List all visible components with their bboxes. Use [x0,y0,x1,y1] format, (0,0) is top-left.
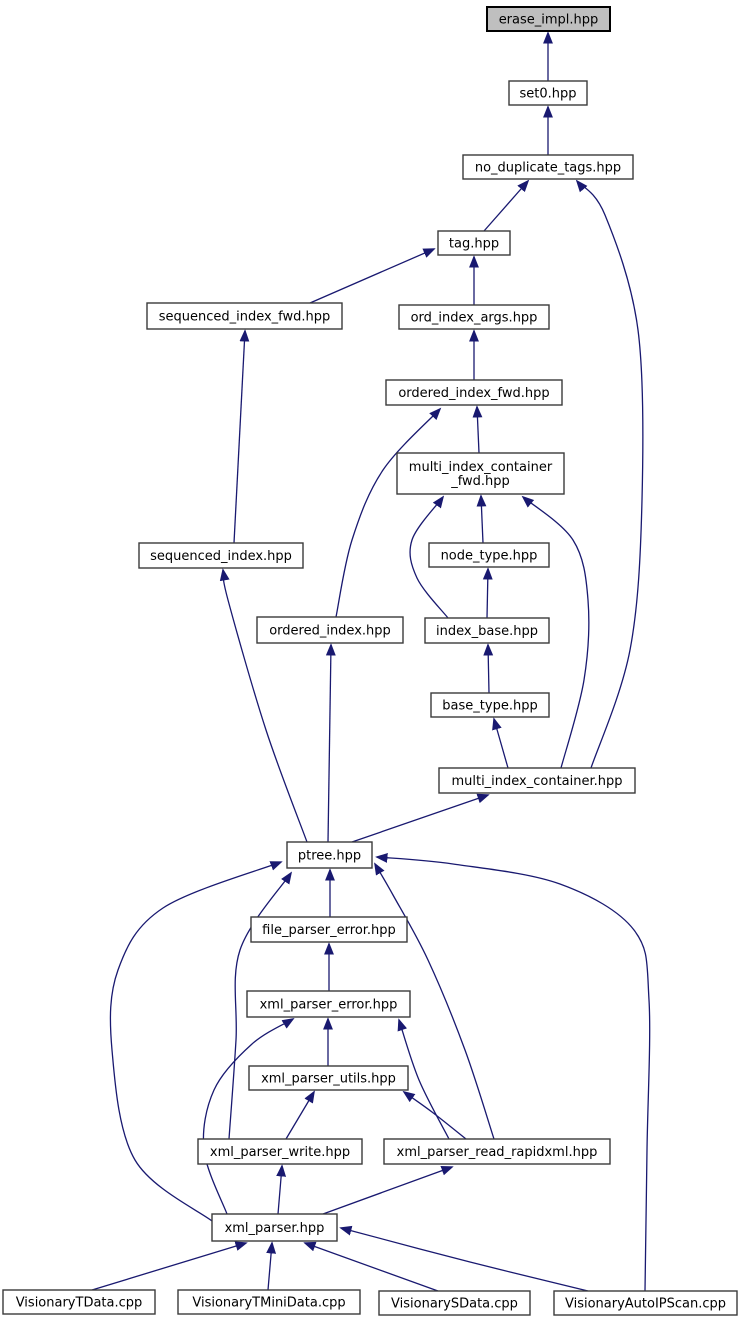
graph-node-visionary_tdata[interactable] [3,1290,155,1314]
edge-ptree-to-sequenced_index [223,570,307,842]
edge-xml_parser_read_rapidxml-to-xml_parser_utils [404,1092,466,1139]
graph-node-ordered_index_fwd[interactable] [386,380,562,405]
edge-sequenced_index_fwd-to-tag [310,249,434,303]
graph-node-erase_impl[interactable] [487,7,610,31]
node-label: xml_parser_write.hpp [209,1145,351,1160]
graph-node-visionary_tminidata[interactable] [178,1290,360,1314]
graph-node-xml_parser[interactable] [212,1214,337,1241]
edge-base_type-to-index_base [488,645,489,693]
node-label: ptree.hpp [297,848,362,864]
edge-visionary_tminidata-to-xml_parser [268,1243,272,1290]
graph-node-xml_parser_utils[interactable] [249,1066,408,1090]
edge-visionary_sdata-to-xml_parser [305,1243,438,1291]
node-label: base_type.hpp [442,698,538,714]
node-label: xml_parser_error.hpp [259,997,398,1013]
node-label: file_parser_error.hpp [262,923,396,938]
edge-visionary_autoipscan-to-ptree [377,857,650,1291]
edge-xml_parser_write-to-xml_parser_utils [286,1092,314,1139]
node-label: ord_index_args.hpp [410,310,538,326]
graph-node-base_type[interactable] [431,693,549,717]
node-label: VisionaryTData.cpp [15,1295,143,1311]
graph-node-mic[interactable] [439,768,635,793]
edge-visionary_autoipscan-to-xml_parser [341,1228,588,1291]
graph-node-sequenced_index[interactable] [139,543,303,568]
edge-xml_parser-to-xml_parser_error [203,1019,293,1214]
edge-xml_parser-to-xml_parser_read_rapidxml [323,1167,452,1214]
graph-node-ordered_index[interactable] [257,617,403,643]
graph-node-sequenced_index_fwd[interactable] [147,303,342,329]
edge-ptree-to-mic [352,795,488,842]
node-label: index_base.hpp [436,624,538,639]
graph-node-ord_index_args[interactable] [399,305,549,329]
node-label: tag.hpp [448,236,500,252]
node-label: xml_parser_read_rapidxml.hpp [396,1145,598,1160]
node-label: xml_parser.hpp [224,1221,325,1236]
node-label: xml_parser_utils.hpp [261,1071,396,1087]
node-label: multi_index_container.hpp [451,774,623,789]
edge-visionary_tdata-to-xml_parser [92,1243,246,1290]
graph-node-mic_fwd[interactable] [397,453,564,494]
node-label: ordered_index.hpp [269,623,391,639]
graph-node-tag[interactable] [438,231,510,255]
graph-node-index_base[interactable] [425,618,549,643]
graph-node-xml_parser_write[interactable] [198,1139,362,1164]
edge-ptree-to-ordered_index [328,645,331,842]
edge-xml_parser-to-xml_parser_write [278,1166,282,1214]
graph-node-xml_parser_error[interactable] [247,991,410,1017]
graph-node-file_parser_error[interactable] [251,917,407,942]
node-label: ordered_index_fwd.hpp [398,386,550,401]
edge-mic-to-base_type [494,719,508,768]
node-label: VisionarySData.cpp [391,1296,518,1312]
graph-edges [92,33,650,1291]
edge-index_base-to-node_type [487,569,488,618]
graph-node-set0[interactable] [509,81,587,105]
node-label: VisionaryAutoIPScan.cpp [564,1296,727,1312]
node-label: erase_impl.hpp [498,12,599,28]
graph-node-visionary_autoipscan[interactable] [554,1291,737,1315]
node-label: set0.hpp [519,86,577,102]
graph-node-xml_parser_read_rapidxml[interactable] [384,1139,610,1164]
node-label: multi_index_container _fwd.hpp [408,460,553,489]
edge-ordered_index-to-ordered_index_fwd [336,409,440,617]
edge-node_type-to-mic_fwd [481,496,483,543]
node-label: sequenced_index_fwd.hpp [158,309,331,325]
graph-node-visionary_sdata[interactable] [379,1291,530,1315]
graph-node-ptree[interactable] [287,842,372,868]
node-label: sequenced_index.hpp [150,549,292,564]
node-label: node_type.hpp [440,548,538,564]
graph-nodes [3,7,737,1315]
edge-tag-to-no_duplicate_tags [484,181,528,231]
edge-sequenced_index-to-sequenced_index_fwd [234,331,245,543]
graph-node-no_duplicate_tags[interactable] [463,155,633,179]
node-label: no_duplicate_tags.hpp [474,160,622,176]
edge-mic_fwd-to-ordered_index_fwd [477,407,479,453]
node-label: VisionaryTMiniData.cpp [192,1295,346,1311]
edge-mic-to-no_duplicate_tags [577,181,643,768]
graph-node-node_type[interactable] [429,543,549,567]
